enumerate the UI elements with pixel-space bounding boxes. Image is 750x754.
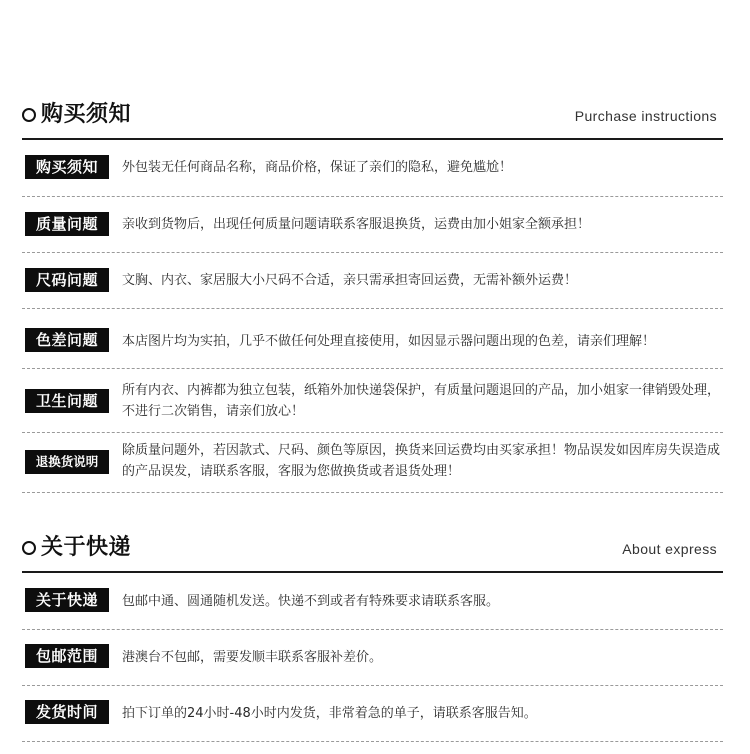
info-row-shipping-time (22, 685, 723, 742)
info-label: 卫生问题 (25, 389, 109, 413)
info-text: 文胸、内衣、家居服大小尺码不合适，亲只需承担寄回运费，无需补额外运费！ (122, 273, 578, 288)
info-row-express (22, 577, 723, 630)
info-label: 发货时间 (25, 700, 109, 724)
info-row-hygiene (22, 368, 723, 433)
info-row-returns (22, 432, 723, 493)
info-text: 所有内衣、内裤都为独立包装，纸箱外加快递袋保护，有质量问题退回的产品，加小姐家一律销毁处理，不进行二次销售，请亲们放心！ (122, 383, 721, 419)
info-row-quality (22, 196, 723, 253)
info-row-free-shipping-range (22, 629, 723, 686)
express-section-title: 关于快递 (41, 535, 132, 560)
info-text: 本店图片均为实拍，几乎不做任何处理直接使用，如因显示器问题出现的色差，请亲们理解！ (122, 334, 656, 349)
info-row-purchase-notice (22, 144, 723, 197)
purchase-section-title: 购买须知 (41, 102, 132, 127)
express-section-header (22, 531, 723, 573)
info-row-size (22, 252, 723, 309)
info-label: 关于快递 (25, 588, 109, 612)
circle-icon (22, 108, 36, 122)
info-text: 亲收到货物后，出现任何质量问题请联系客服退换货，运费由加小姐家全额承担！ (122, 217, 591, 232)
info-label: 退换货说明 (25, 450, 109, 474)
info-label: 尺码问题 (25, 268, 109, 292)
info-text: 港澳台不包邮，需要发顺丰联系客服补差价。 (122, 650, 383, 665)
info-label: 购买须知 (25, 155, 109, 179)
info-label: 包邮范围 (25, 644, 109, 668)
purchase-section-subtitle: Purchase instructions (574, 108, 717, 124)
express-section-subtitle: About express (622, 541, 717, 557)
purchase-section-header (22, 98, 723, 140)
info-text: 拍下订单的24小时-48小时内发货，非常着急的单子，请联系客服告知。 (122, 706, 537, 721)
info-text: 包邮中通、圆通随机发送。快递不到或者有特殊要求请联系客服。 (122, 594, 500, 609)
info-text: 外包装无任何商品名称，商品价格，保证了亲们的隐私，避免尴尬！ (122, 160, 513, 175)
info-label: 质量问题 (25, 212, 109, 236)
circle-icon (22, 541, 36, 555)
info-text: 除质量问题外，若因款式、尺码、颜色等原因，换货来回运费均由买家承担！物品误发如因库房失误造成的产品误发，请联系客服，客服为您做换货或者退货处理！ (122, 443, 721, 479)
info-label: 色差问题 (25, 328, 109, 352)
info-row-color-difference (22, 308, 723, 369)
